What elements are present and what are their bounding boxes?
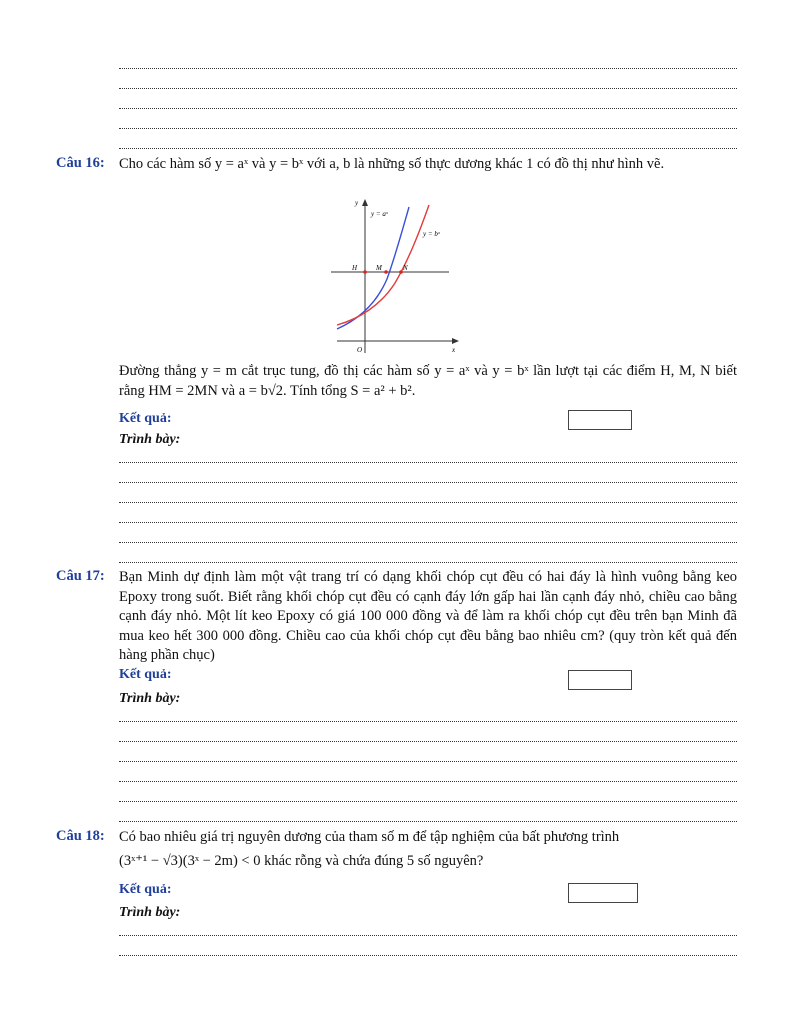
y-axis-label: y [355, 199, 359, 207]
question-18-label: Câu 18: [56, 828, 105, 844]
answer-box-16[interactable] [568, 410, 632, 430]
point-h-label: H [352, 264, 358, 272]
work-label-16: Trình bày: [119, 432, 181, 447]
answer-line [119, 68, 737, 69]
curve-b [337, 205, 429, 325]
question-16-label: Câu 16: [56, 155, 105, 171]
answer-line [119, 955, 737, 956]
answer-line [119, 522, 737, 523]
answer-line [119, 148, 737, 149]
question-16-intro: Cho các hàm số y = aˣ và y = bˣ với a, b là những số thực dương khác 1 có đồ thị như hình vẽ. [119, 156, 665, 172]
answer-line [119, 462, 737, 463]
question-17-label: Câu 17: [56, 568, 105, 584]
x-axis-label: x [452, 346, 456, 354]
result-label-18: Kết quả: [119, 882, 172, 897]
curve-b-label: y = bˣ [423, 230, 440, 238]
answer-line [119, 761, 737, 762]
result-label-17: Kết quả: [119, 667, 172, 682]
answer-box-17[interactable] [568, 670, 632, 690]
work-label-17: Trình bày: [119, 691, 181, 706]
work-label-18: Trình bày: [119, 905, 181, 920]
point-m-label: M [376, 264, 382, 272]
answer-line [119, 721, 737, 722]
answer-line [119, 108, 737, 109]
question-18-line2: (3ˣ⁺¹ − √3)(3ˣ − 2m) < 0 khác rỗng và chứa đúng 5 số nguyên? [119, 853, 484, 869]
curve-a-label: y = aˣ [371, 210, 388, 218]
answer-line [119, 801, 737, 802]
answer-line [119, 741, 737, 742]
answer-line [119, 562, 737, 563]
answer-line [119, 781, 737, 782]
exponential-graph [325, 195, 460, 355]
origin-label: O [357, 346, 363, 354]
question-18-line1: Có bao nhiêu giá trị nguyên dương của tham số m để tập nghiệm của bất phương trình [119, 829, 620, 845]
answer-line [119, 128, 737, 129]
point-h [363, 270, 367, 274]
point-n-label: N [403, 264, 408, 272]
x-axis-arrow [452, 338, 459, 344]
answer-line [119, 502, 737, 503]
answer-line [119, 935, 737, 936]
point-m [384, 270, 388, 274]
answer-line [119, 482, 737, 483]
y-axis-arrow [362, 199, 368, 206]
result-label-16: Kết quả: [119, 411, 172, 426]
answer-line [119, 88, 737, 89]
question-17-body: Bạn Minh dự định làm một vật trang trí có dạng khối chóp cụt đều có hai đáy là hình vuông bằng keo Epoxy trong suốt. Biết rằng khối chóp cụt đều có cạnh đáy lớn gấp hai lần cạnh đáy nhỏ, chiều cao bằng cạnh đáy nhỏ. Một lít keo Epoxy có giá 100 000 đồng và để làm ra khối chóp cụt đều trên bạn Minh đã mua keo hết 300 000 đồng. Chiều cao của khối chóp cụt đều bằng bao nhiêu cm? (quy tròn kết quả đến hàng phần chục) [119, 569, 737, 663]
question-16-body: Đường thẳng y = m cắt trục tung, đồ thị các hàm số y = aˣ và y = bˣ lần lượt tại các điểm H, M, N biết rằng HM = 2MN và a = b√2. Tính tổng S = a² + b². [119, 363, 737, 399]
answer-line [119, 821, 737, 822]
answer-line [119, 542, 737, 543]
curve-a [337, 207, 409, 329]
answer-box-18[interactable] [568, 883, 638, 903]
